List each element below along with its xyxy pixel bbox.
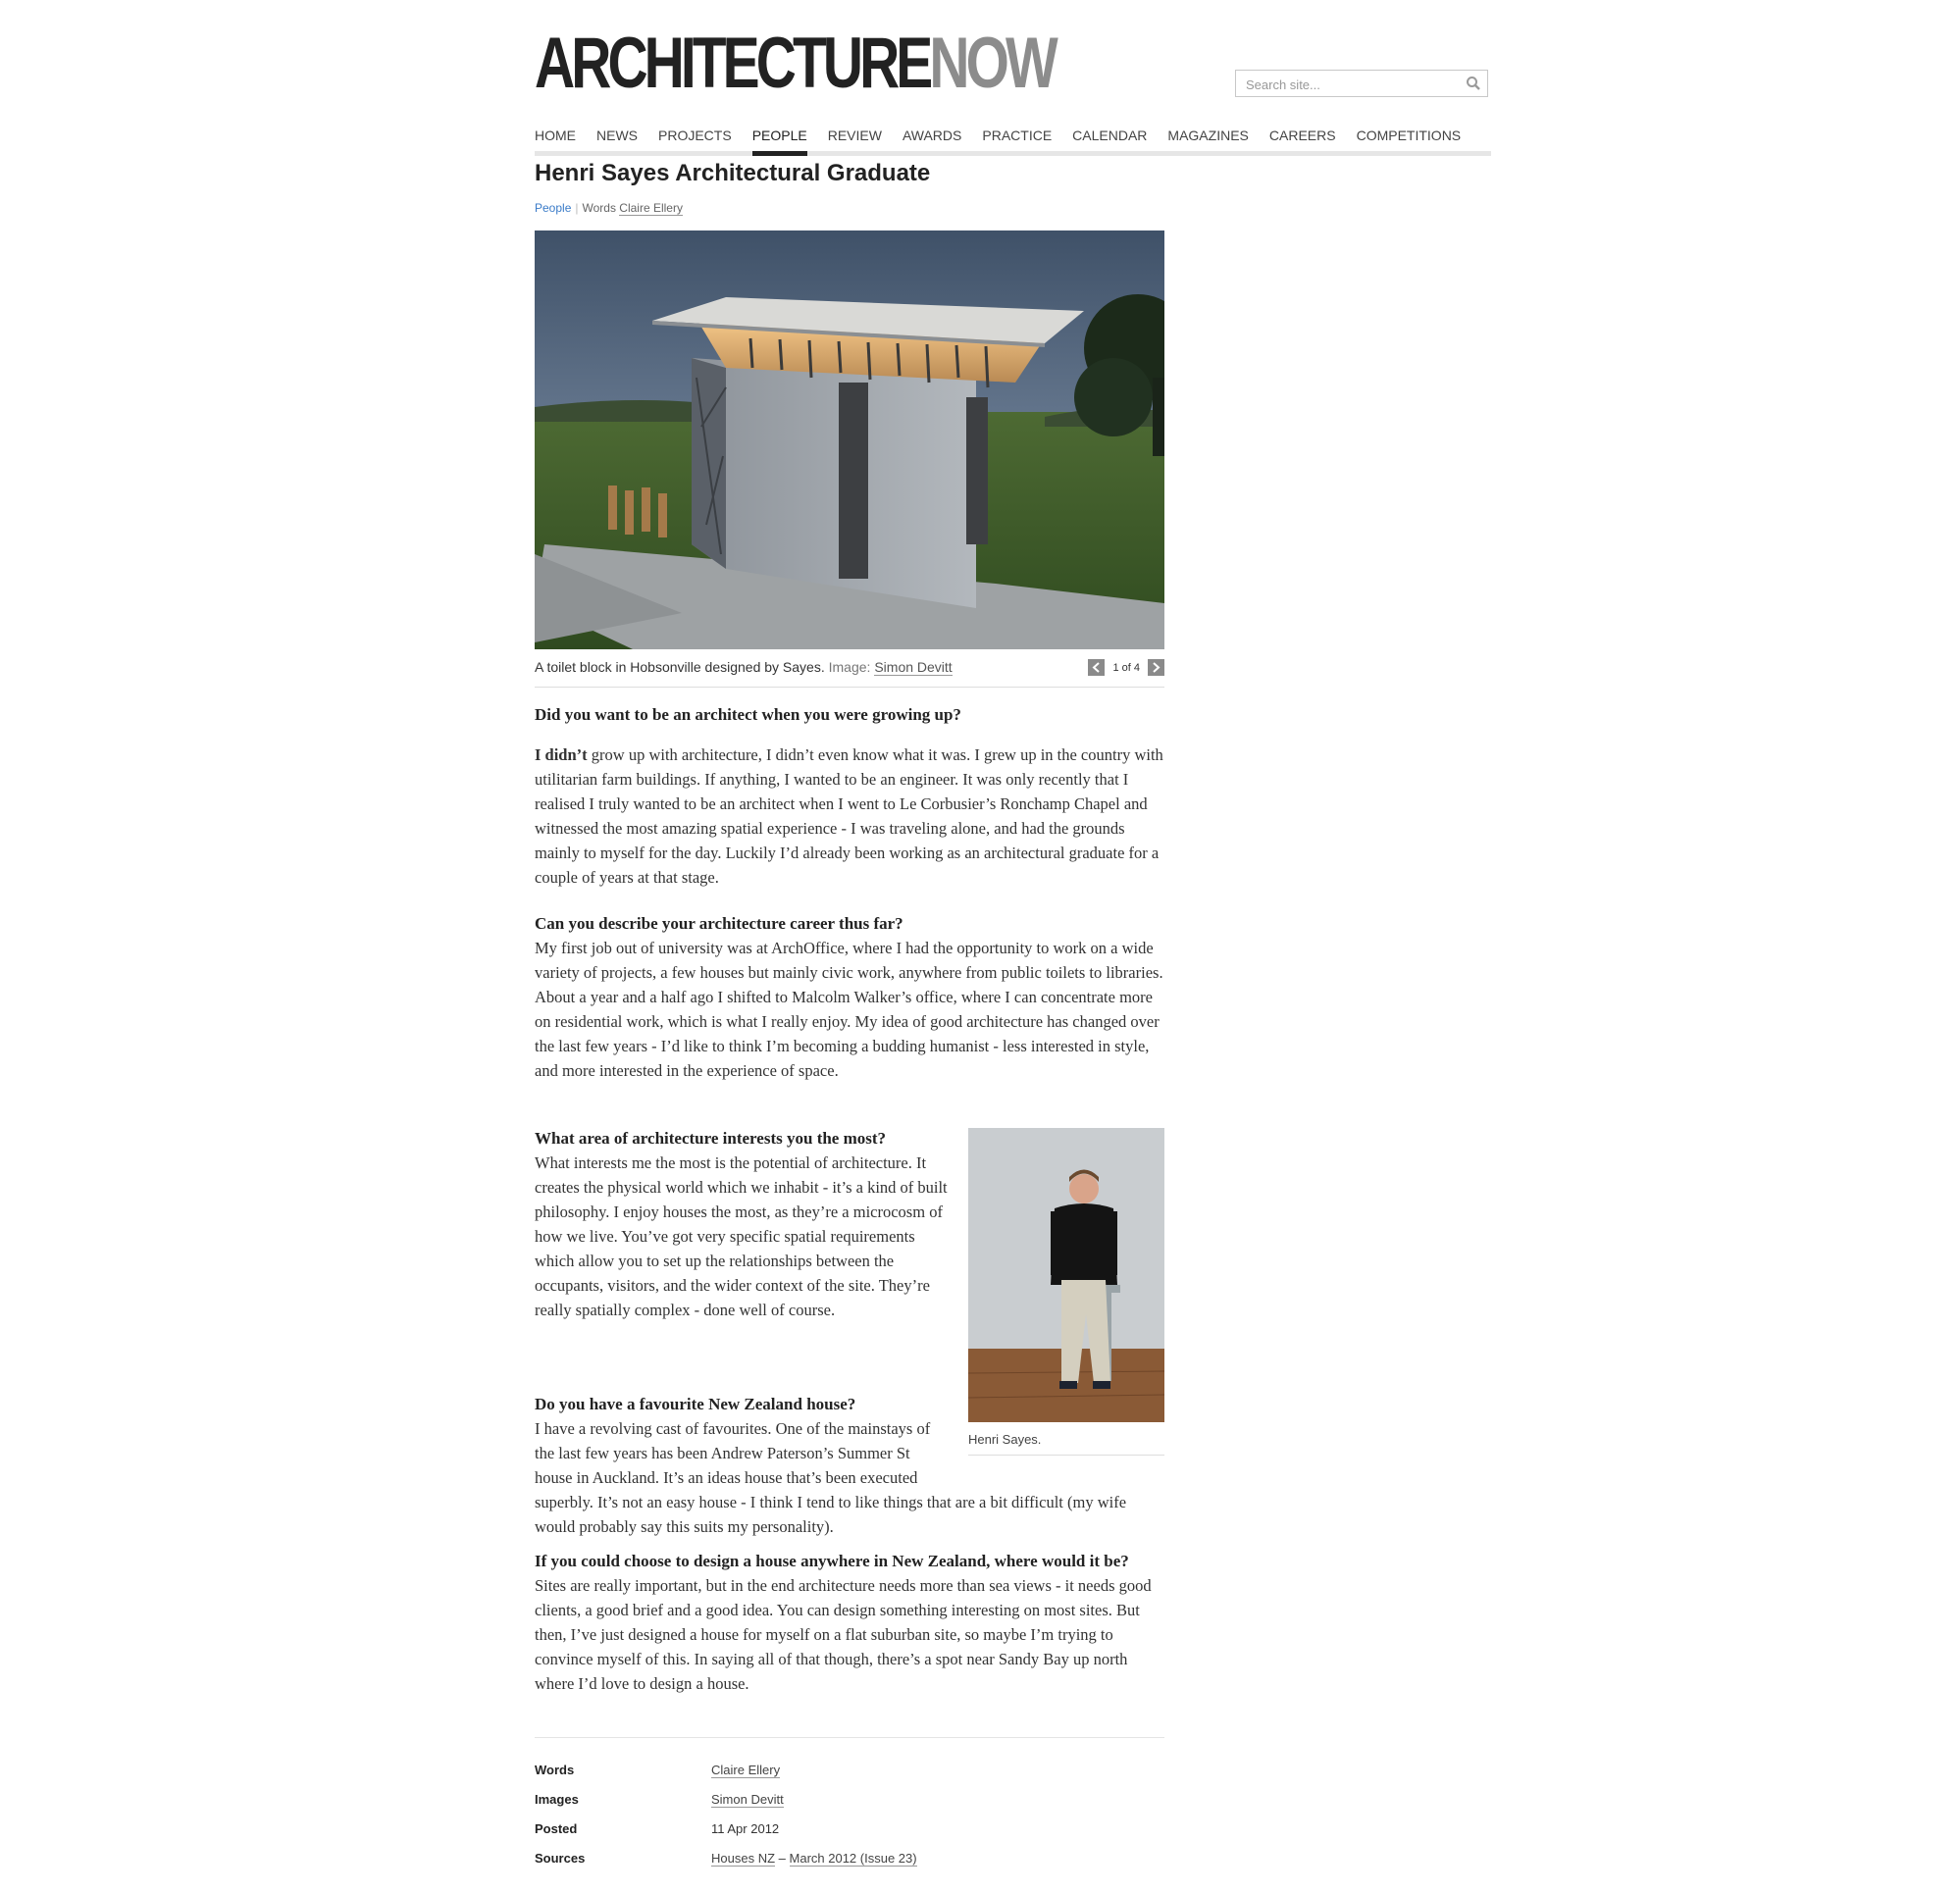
nav-item-news[interactable]: NEWS	[596, 128, 638, 143]
answer-2: My first job out of university was at ArchOffice, where I had the opportunity to work on a wide variety of projects, a few houses but mainly civic work, anywhere from public toilets to libraries. About a year and a half ago I shifted to Malcolm Walker’s office, where I can concentrate more on residential work, which is what I really enjoy. My idea of good architecture has changed over the last few years - I’d like to think I’m becoming a budding humanist - less interested in style, and more interested in the experience of space.	[535, 939, 1163, 1080]
main-photo-caption-row	[535, 659, 1164, 688]
question-5: If you could choose to design a house anywhere in New Zealand, where would it be?	[535, 1552, 1129, 1570]
credits-source-separator: –	[778, 1851, 786, 1866]
credits-row-images	[535, 1792, 1123, 1812]
question-4: Do you have a favourite New Zealand house?	[535, 1395, 856, 1413]
answer-1-text: grow up with architecture, I didn’t even know what it was. I grew up in the country with utilitarian farm buildings. If anything, I wanted to be an engineer. It was only recently that I realised I truly wanted to be an architect when I went to Le Corbusier’s Ronchamp Chapel and witnessed the most amazing spatial experience - I was traveling alone, and had the grounds mainly to myself for the day. Luckily I’d already been working as an architectural graduate for a couple of years at that stage.	[535, 745, 1163, 887]
prev-arrow-icon[interactable]	[1088, 659, 1105, 676]
credits-row-posted	[535, 1821, 1123, 1841]
category-link[interactable]: People	[535, 201, 572, 215]
answer-3: What interests me the most is the potential of architecture. It creates the physical world which we inhabit - it’s a kind of built philosophy. I enjoy houses the most, as they’re a microcosm of how we live. You’ve got very specific spatial requirements which allow you to set up the relationships between the occupants, visitors, and the wider context of the site. They’re really spatially complex - done well of course.	[535, 1153, 948, 1319]
credits-posted-label: Posted	[535, 1821, 578, 1836]
credits-words-link[interactable]: Claire Ellery	[711, 1763, 781, 1777]
credits-images-link[interactable]: Simon Devitt	[711, 1792, 784, 1807]
article-meta	[535, 201, 683, 215]
nav-item-projects[interactable]: PROJECTS	[658, 128, 732, 143]
article-end-divider	[535, 1737, 1164, 1738]
question-1: Did you want to be an architect when you were growing up?	[535, 705, 961, 724]
article-title: Henri Sayes Architectural Graduate	[535, 160, 931, 186]
credits-source-magazine-link[interactable]: Houses NZ	[711, 1851, 776, 1866]
portrait-figure	[968, 1128, 1164, 1456]
next-arrow-icon[interactable]	[1148, 659, 1164, 676]
answer-1	[535, 742, 1164, 890]
author-link[interactable]: Claire Ellery	[619, 201, 683, 215]
credits-row-words	[535, 1763, 1123, 1782]
credits-posted-date: 11 Apr 2012	[711, 1821, 780, 1836]
nav-item-competitions[interactable]: COMPETITIONS	[1356, 128, 1462, 143]
nav-item-practice[interactable]: PRACTICE	[982, 128, 1053, 143]
gallery-pager	[1088, 659, 1164, 676]
credits-source-issue-link[interactable]: March 2012 (Issue 23)	[789, 1851, 917, 1866]
credits-sources-label: Sources	[535, 1851, 586, 1866]
words-label: Words	[582, 201, 616, 215]
nav-item-people[interactable]: PEOPLE	[752, 126, 807, 151]
credits-images-label: Images	[535, 1792, 579, 1807]
search-icon[interactable]	[1466, 76, 1481, 91]
answer-5: Sites are really important, but in the end architecture needs more than sea views - it needs good clients, a good brief and a good idea. You can design something interesting on most sites. But then, I’ve just designed a house for myself on a flat suburban site, so maybe I’m trying to convince myself of this. In saying all of that though, there’s a spot near Sandy Bay up north where I’d love to design a house.	[535, 1576, 1152, 1693]
portrait-photo[interactable]	[968, 1128, 1164, 1422]
question-2: Can you describe your architecture career thus far?	[535, 914, 903, 933]
question-3: What area of architecture interests you the most?	[535, 1129, 887, 1148]
nav-item-review[interactable]: REVIEW	[827, 128, 882, 143]
photo-credit-link[interactable]: Simon Devitt	[874, 659, 953, 675]
main-photo-caption	[535, 659, 1164, 675]
meta-separator: |	[575, 201, 579, 215]
answer-1-lead: I didn’t	[535, 745, 588, 764]
answer-4: I have a revolving cast of favourites. One of the mainstays of the last few years has been Andrew Paterson’s Summer St house in Auckland. It’s an ideas house that’s been executed superbly. It’s not an easy house - I think I tend to like things that are a bit difficult (my wife would probably say this suits my personality).	[535, 1419, 1127, 1536]
nav-item-magazines[interactable]: MAGAZINES	[1167, 128, 1249, 143]
search-input[interactable]	[1244, 74, 1464, 95]
main-nav	[535, 126, 1491, 156]
main-photo[interactable]	[535, 230, 1164, 649]
portrait-caption: Henri Sayes.	[968, 1432, 1164, 1456]
site-logo[interactable]: ARCHITECTURENOW	[535, 24, 1055, 103]
nav-item-home[interactable]: HOME	[535, 128, 576, 143]
caption-image-label: Image:	[828, 659, 871, 675]
credits-words-label: Words	[535, 1763, 575, 1777]
nav-item-careers[interactable]: CAREERS	[1268, 128, 1336, 143]
credits-row-sources	[535, 1851, 1123, 1870]
nav-item-calendar[interactable]: CALENDAR	[1072, 128, 1148, 143]
caption-text: A toilet block in Hobsonville designed by Sayes.	[535, 659, 825, 675]
gallery-count: 1 of 4	[1112, 661, 1140, 674]
search-box	[1235, 70, 1488, 97]
nav-item-awards[interactable]: AWARDS	[902, 128, 962, 143]
